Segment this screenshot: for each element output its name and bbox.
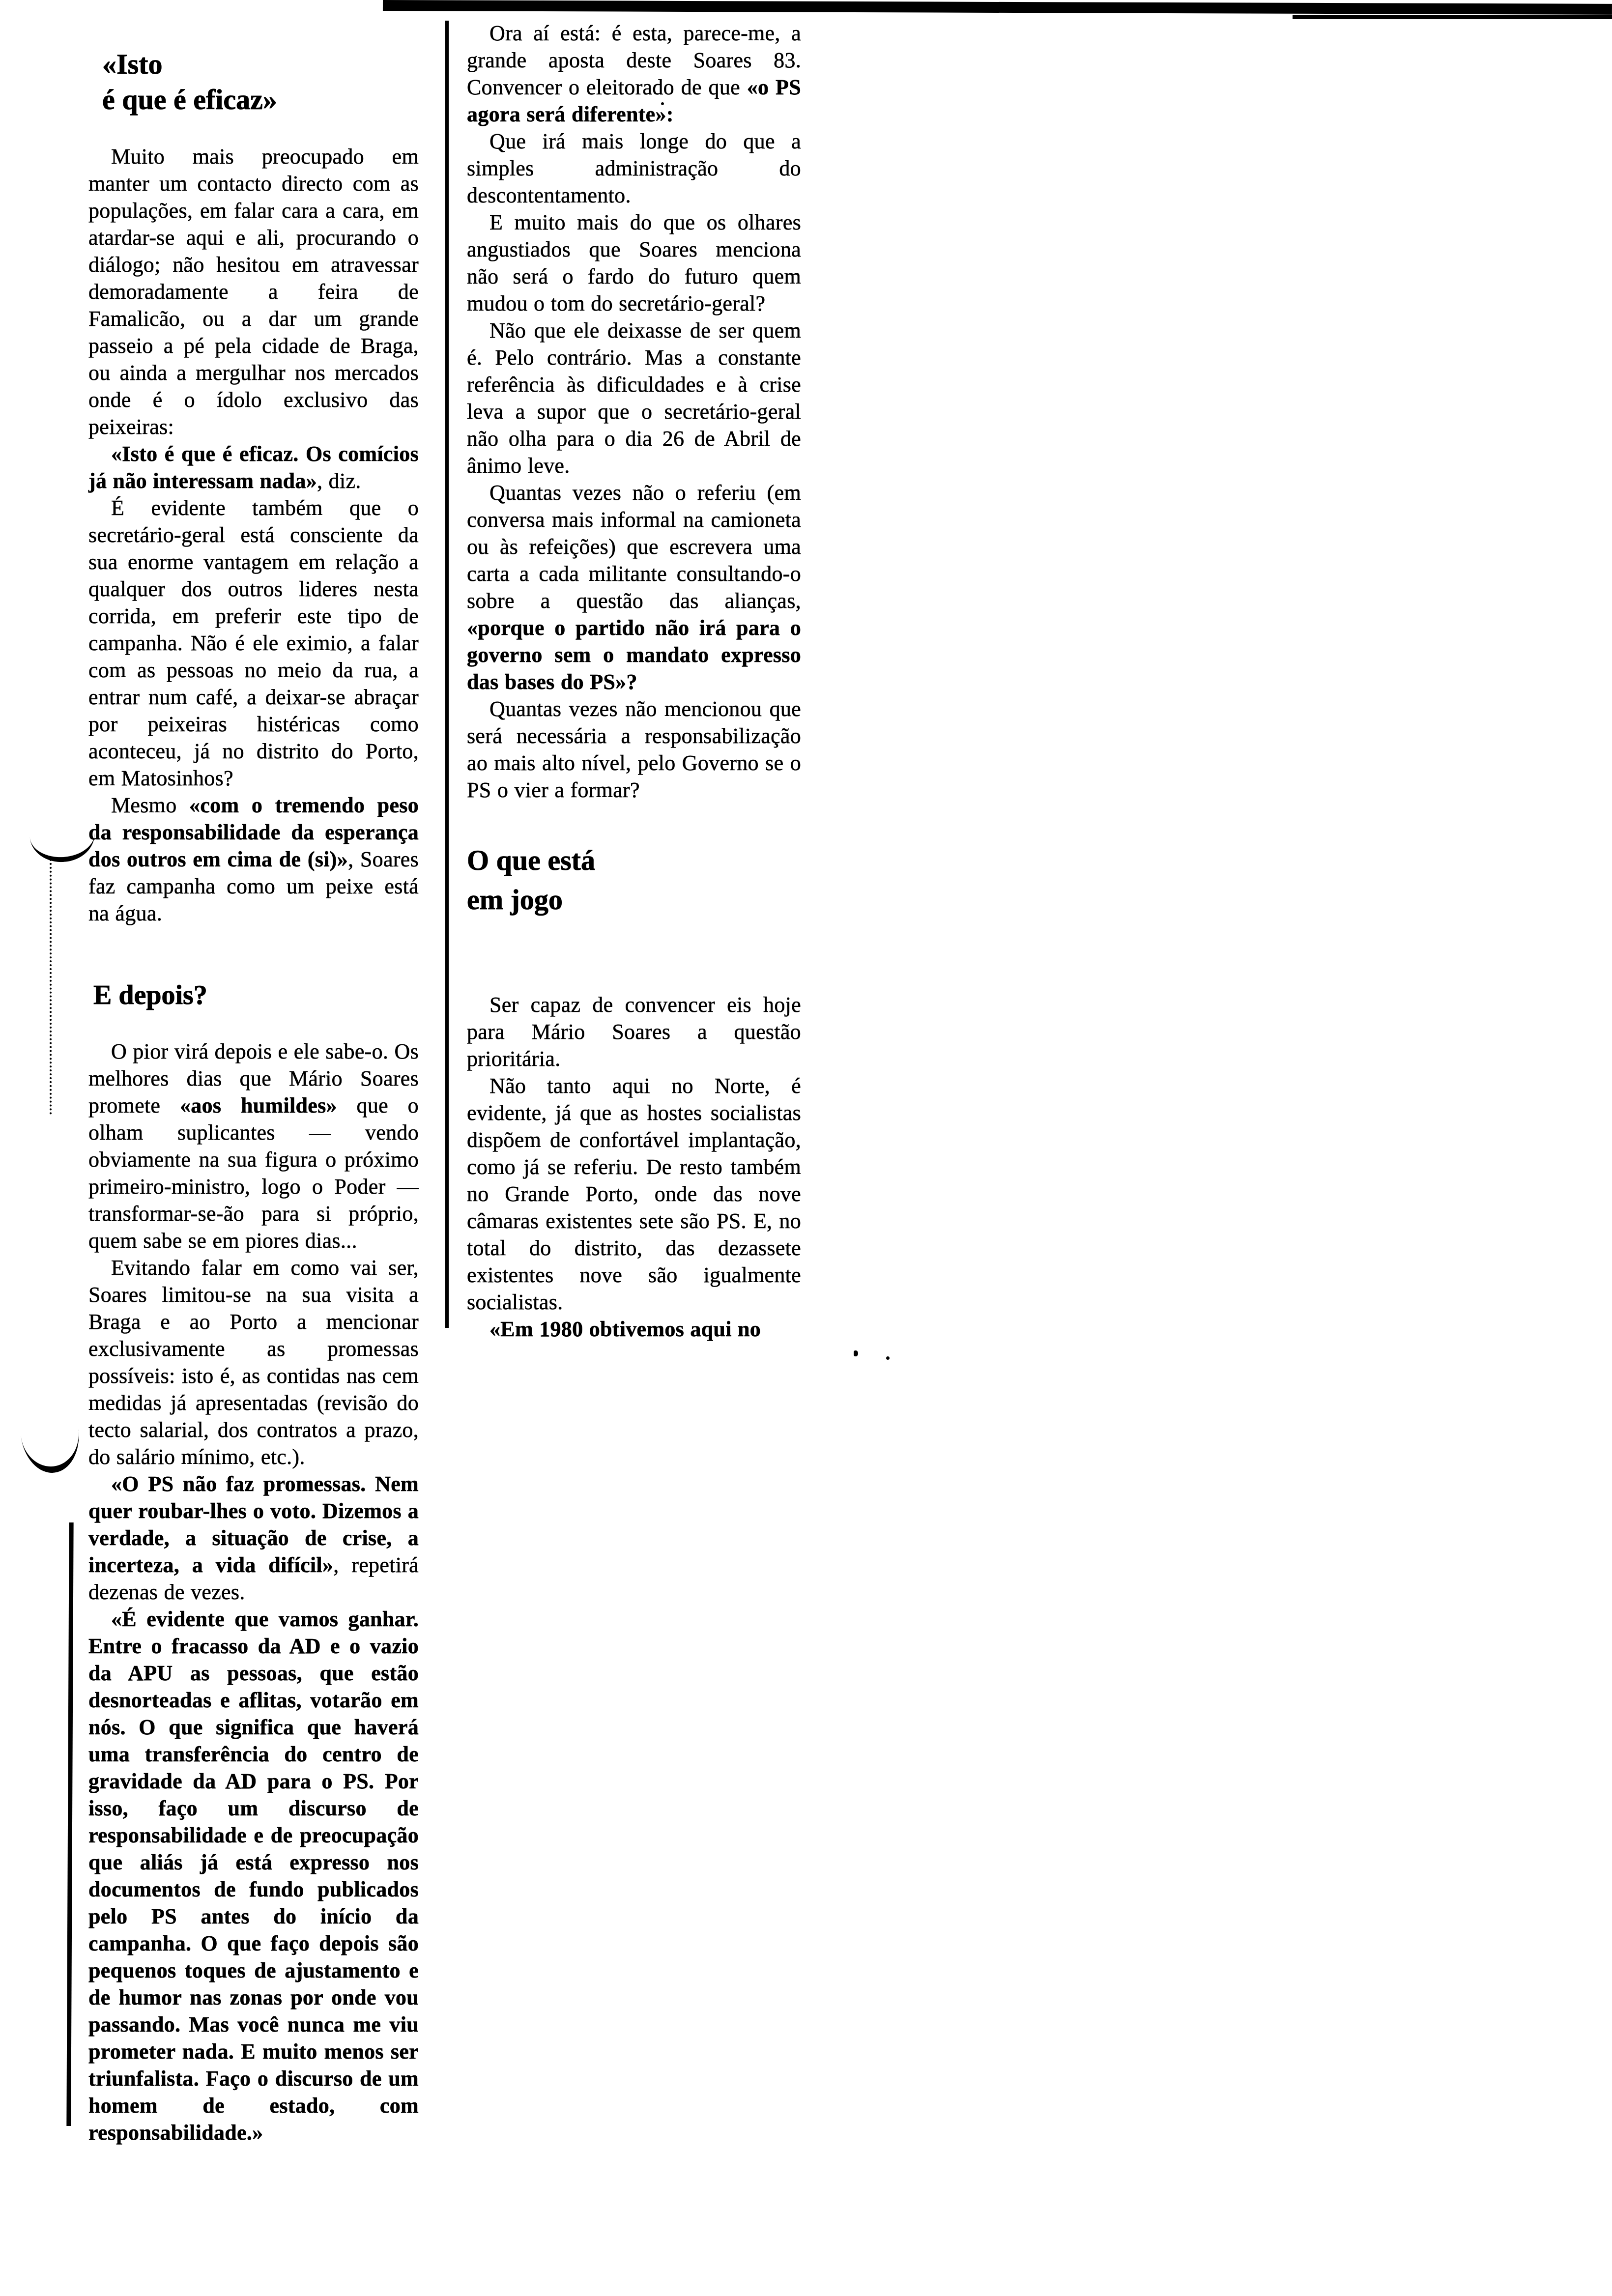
text-segment: «o PS agora será diferente»: <box>467 75 801 126</box>
text-segment: , diz. <box>317 469 361 493</box>
paragraph <box>88 1254 419 1470</box>
paragraph-group <box>467 991 801 1343</box>
heading-line: em jogo <box>467 884 563 916</box>
paragraph-group <box>88 143 419 927</box>
paragraph <box>88 1606 419 2146</box>
text-segment: Evitando falar em como vai ser, Soares limitou-se na sua visita a Braga e ao Porto a mencionar exclusivamente as promessas possíveis: isto é, as contidas nas cem medidas já apresentadas (revisão do tecto salarial, dos contratos a prazo, do salário mínimo, etc.). <box>88 1256 419 1469</box>
paragraph <box>467 1072 801 1316</box>
right-column <box>467 20 801 1343</box>
left-column <box>88 47 419 2146</box>
text-segment: , Soares faz campanha como um peixe está na água. <box>88 847 419 925</box>
paragraph <box>88 1038 419 1254</box>
text-segment: «É evidente que vamos ganhar. Entre o fracasso da AD e o vazio da APU as pessoas, que estão desnorteadas e aflitas, votarão em nós. O que significa que haverá uma transferência do centro de gravidade da AD para o PS. Por isso, faço um discurso de responsabilidade e de preocupação que aliás já está expresso nos documentos de fundo publicados pelo PS antes do início da campanha. O que faço depois são pequenos toques de ajustamento e de humor nas zonas por onde vou passando. Mas você nunca me viu prometer nada. E muito menos ser triunfalista. Faço o discurso de um homem de estado, com responsabilidade.» <box>88 1607 419 2145</box>
handwritten-arc-mark <box>29 827 96 864</box>
text-segment: Ora aí está: é esta, parece-me, a grande aposta deste Soares 83. Convencer o eleitorado de que <box>467 21 801 99</box>
paragraph <box>467 128 801 209</box>
top-border-rule-thin <box>1293 15 1612 19</box>
heading-line: «Isto <box>102 48 163 80</box>
text-segment: Quantas vezes não mencionou que será necessária a responsabilização ao mais alto nível, pelo Governo se o PS o vier a formar? <box>467 697 801 802</box>
paragraph <box>467 479 801 695</box>
paragraph <box>467 1316 801 1343</box>
paragraph <box>88 1470 419 1606</box>
paragraph <box>88 143 419 440</box>
left-margin-rule <box>66 1522 73 2126</box>
article-heading <box>102 47 419 117</box>
top-border-rule <box>383 0 1612 15</box>
paragraph <box>467 695 801 804</box>
text-segment: E muito mais do que os olhares angustiados que Soares menciona não será o fardo do futuro quem mudou o tom do secretário-geral? <box>467 210 801 316</box>
paragraph <box>467 317 801 479</box>
column-divider-rule <box>445 21 449 1328</box>
text-segment: que o olham suplicantes — vendo obviamente na sua figura o próximo primeiro-ministro, logo o Poder — transformar-se-ão para si próprio, quem sabe se em piores dias... <box>88 1093 419 1253</box>
text-segment: O pior virá depois e ele sabe-o. Os melhores dias que Mário Soares promete <box>88 1039 419 1118</box>
paragraph <box>88 440 419 494</box>
text-segment: , repetirá dezenas de vezes. <box>88 1553 419 1604</box>
ink-speck <box>854 1350 858 1356</box>
text-segment: Ser capaz de convencer eis hoje para Mário Soares a questão prioritária. <box>467 993 801 1071</box>
paragraph <box>88 792 419 927</box>
text-segment: Que irá mais longe do que a simples administração do descontentamento. <box>467 129 801 207</box>
text-segment: «aos humildes» <box>179 1093 337 1118</box>
text-segment: Quantas vezes não o referiu (em conversa mais informal na camioneta ou às refeições) que escrevera uma carta a cada militante consultando-o sobre a questão das alianças, <box>467 481 801 613</box>
text-segment: Não que ele deixasse de ser quem é. Pelo contrário. Mas a constante referência às dificuldades e à crise leva a supor que o secretário-geral não olha para o dia 26 de Abril de ânimo leve. <box>467 318 801 478</box>
text-segment: «porque o partido não irá para o governo sem o mandato expresso das bases do PS»? <box>467 616 801 694</box>
heading-line: é que é eficaz» <box>102 84 277 115</box>
text-segment: É evidente também que o secretário-geral está consciente da sua enorme vantagem em relação a qualquer dos outros lideres nesta corrida, em preferir este tipo de campanha. Não é ele eximio, a falar com as pessoas no meio da rua, a entrar num café, a deixar-se abraçar por peixeiras histéricas como aconteceu, já no distrito do Porto, em Matosinhos? <box>88 496 419 790</box>
paragraph <box>88 494 419 792</box>
text-segment: «com o tremendo peso da responsabilidade da esperança dos outros em cima de (si)» <box>88 793 419 871</box>
handwritten-arc-mark <box>20 1421 83 1476</box>
paragraph-group <box>467 20 801 804</box>
heading-line: O que está <box>467 844 595 876</box>
paragraph-group <box>88 1038 419 2146</box>
text-segment: «Isto é que é eficaz. Os comícios já não interessam nada» <box>88 442 419 493</box>
paragraph <box>467 20 801 128</box>
section-heading: E depois? <box>93 980 207 1010</box>
section-heading <box>467 841 801 919</box>
text-segment: Muito mais preocupado em manter um contacto directo com as populações, em falar cara a cara, em atardar-se aqui e ali, procurando o diálogo; não hesitou em atravessar demoradamente a feira de Famalicão, ou a dar um grande passeio a pé pela cidade de Braga, ou ainda a mergulhar nos mercados onde é o ídolo exclusivo das peixeiras: <box>88 144 419 439</box>
text-segment: Mesmo <box>111 793 190 817</box>
text-segment: «Em 1980 obtivemos aqui no <box>489 1317 761 1341</box>
ink-speck <box>886 1356 890 1360</box>
paragraph <box>467 991 801 1072</box>
handwritten-dotted-line <box>50 859 52 1115</box>
text-segment: Não tanto aqui no Norte, é evidente, já que as hostes socialistas dispõem de confortável implantação, como já se referiu. De resto também no Grande Porto, onde das nove câmaras existentes sete são PS. E, no total do distrito, das dezassete existentes nove são igualmente socialistas. <box>467 1074 801 1314</box>
text-segment: «O PS não faz promessas. Nem quer roubar-lhes o voto. Dizemos a verdade, a situação de crise, a incerteza, a vida difícil» <box>88 1472 419 1577</box>
paragraph <box>467 209 801 317</box>
